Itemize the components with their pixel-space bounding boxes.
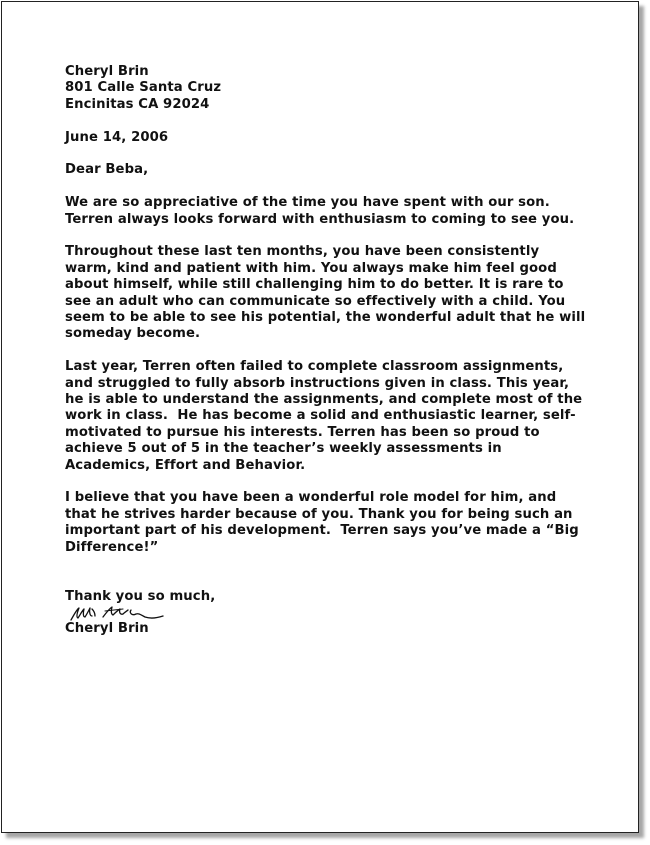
letter-page [1, 1, 639, 833]
closing: Thank you so much, [65, 588, 216, 604]
paragraph-line: warm, kind and patient with him. You always make him feel good [65, 260, 557, 276]
letter-date: June 14, 2006 [65, 129, 169, 145]
paragraph-4 [65, 490, 625, 556]
spacer [65, 179, 625, 195]
paragraph-2 [65, 244, 625, 342]
paragraph-line: about himself, while still challenging him to do better. It is rare to [65, 277, 564, 293]
sender-city: Encinitas CA 92024 [65, 96, 210, 112]
spacer [65, 113, 625, 129]
letter-body [65, 64, 625, 638]
sender-name: Cheryl Brin [65, 64, 149, 79]
paragraph-line: Terren always looks forward with enthusiasm to coming to see you. [65, 211, 575, 227]
sender-street: 801 Calle Santa Cruz [65, 80, 222, 96]
paragraph-line: see an adult who can communicate so effectively with a child. You [65, 293, 566, 309]
paragraph-line: someday become. [65, 326, 201, 342]
salutation: Dear Beba, [65, 162, 149, 178]
spacer [65, 228, 625, 244]
paragraph-line: motivated to pursue his interests. Terren has been so proud to [65, 424, 540, 440]
sender-address [65, 64, 625, 113]
paragraph-line: Last year, Terren often failed to complete classroom assignments, [65, 359, 564, 375]
paragraph-line: work in class. He has become a solid and enthusiastic learner, self- [65, 408, 576, 424]
paragraph-line: seem to be able to see his potential, the wonderful adult that he will [65, 310, 586, 326]
spacer [65, 146, 625, 162]
paragraph-line: important part of his development. Terren says you’ve made a “Big [65, 523, 579, 539]
paragraph-3 [65, 359, 625, 474]
spacer [65, 556, 625, 572]
paragraph-line: Difference!” [65, 539, 159, 555]
spacer [65, 572, 625, 588]
paragraph-line: that he strives harder because of you. Thank you for being such an [65, 506, 573, 522]
paragraph-line: he is able to understand the assignments, and complete most of the [65, 392, 583, 408]
spacer [65, 343, 625, 359]
paragraph-line: Throughout these last ten months, you have been consistently [65, 244, 540, 260]
spacer [65, 474, 625, 490]
paragraph-line: We are so appreciative of the time you have spent with our son. [65, 195, 550, 211]
paragraph-1 [65, 195, 625, 228]
paragraph-line: I believe that you have been a wonderful role model for him, and [65, 490, 557, 506]
paragraph-line: Academics, Effort and Behavior. [65, 457, 306, 473]
paragraph-line: and struggled to fully absorb instructions given in class. This year, [65, 375, 570, 391]
paragraph-line: achieve 5 out of 5 in the teacher’s weekly assessments in [65, 441, 502, 457]
signed-name: Cheryl Brin [65, 621, 149, 637]
